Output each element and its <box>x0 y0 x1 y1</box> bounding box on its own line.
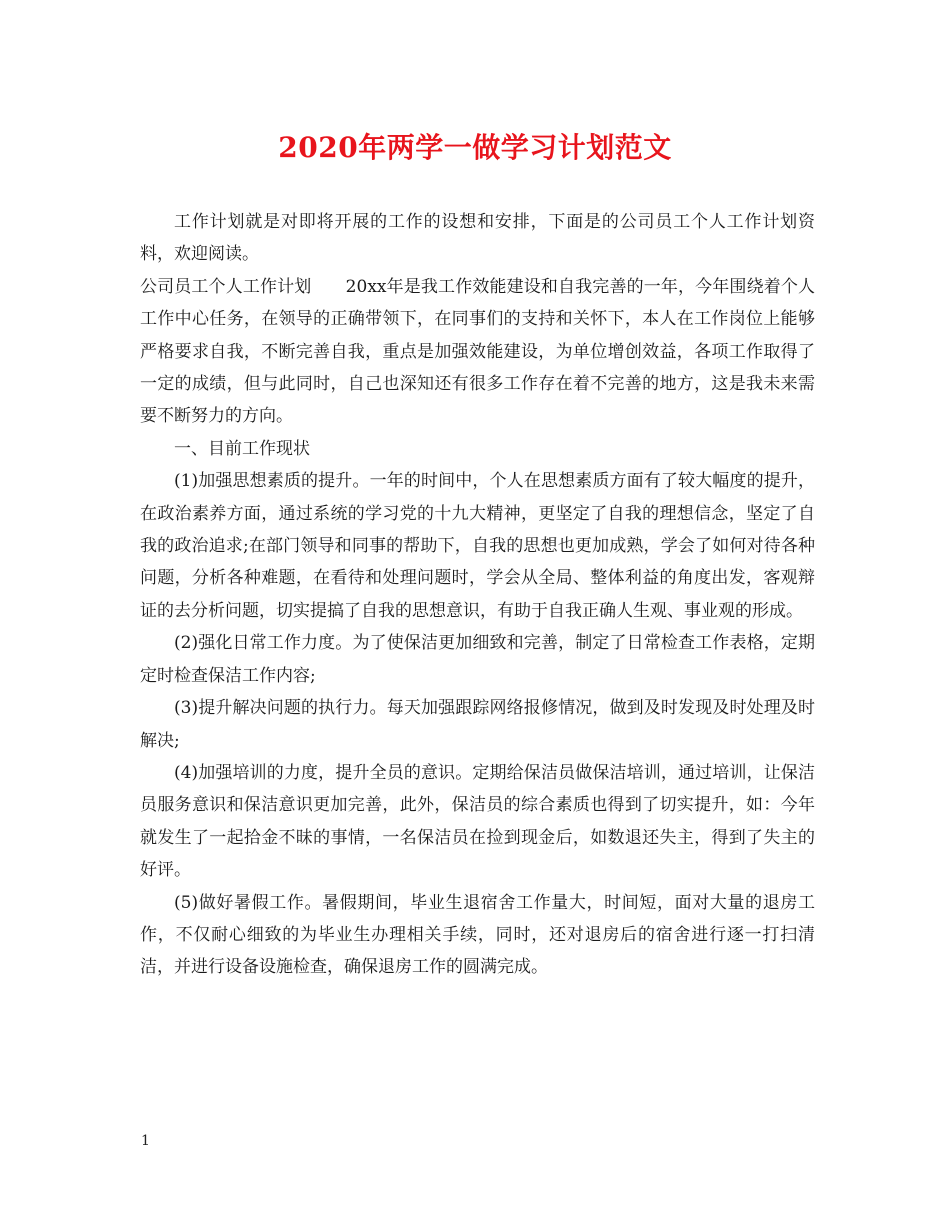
item-paragraph-2: (2)强化日常工作力度。为了使保洁更加细致和完善，制定了日常检查工作表格，定期定时检查保洁工作内容; <box>140 633 815 686</box>
page-number: 1 <box>141 1133 150 1149</box>
intro-paragraph: 工作计划就是对即将开展的工作的设想和安排，下面是的公司员工个人工作计划资料，欢迎阅读。 <box>140 212 815 265</box>
plan-paragraph: 公司员工个人工作计划 20xx年是我工作效能建设和自我完善的一年，今年围绕着个人工作中心任务，在领导的正确带领下，在同事们的支持和关怀下，本人在工作岗位上能够严格要求自我，不断完善自我，重点是加强效能建设，为单位增创效益，各项工作取得了一定的成绩，但与此同时，自己也深知还有很多工作存在着不完善的地方，这是我未来需要不断努力的方向。 <box>140 276 815 427</box>
item-paragraph-3: (3)提升解决问题的执行力。每天加强跟踪网络报修情况，做到及时发现及时处理及时解决; <box>140 698 815 751</box>
item-paragraph-1: (1)加强思想素质的提升。一年的时间中，个人在思想素质方面有了较大幅度的提升，在政治素养方面，通过系统的学习党的十九大精神，更坚定了自我的理想信念，坚定了自我的政治追求;在部门领导和同事的帮助下，自我的思想也更加成熟，学会了如何对待各种问题，分析各种难题，在看待和处理问题时，学会从全局、整体利益的角度出发，客观辩证的去分析问题，切实提搞了自我的思想意识，有助于自我正确人生观、事业观的形成。 <box>140 471 815 621</box>
item-paragraph-4: (4)加强培训的力度，提升全员的意识。定期给保洁员做保洁培训，通过培训，让保洁员服务意识和保洁意识更加完善，此外，保洁员的综合素质也得到了切实提升，如：今年就发生了一起拾金不昧的事情，一名保洁员在捡到现金后，如数退还失主，得到了失主的好评。 <box>140 762 815 881</box>
document-body <box>140 206 815 984</box>
item-paragraph-5: (5)做好暑假工作。暑假期间，毕业生退宿舍工作量大，时间短，面对大量的退房工作，不仅耐心细致的为毕业生办理相关手续，同时，还对退房后的宿舍进行逐一打扫清洁，并进行设备设施检查，确保退房工作的圆满完成。 <box>140 892 815 978</box>
section-heading: 一、目前工作现状 <box>174 438 310 459</box>
document-title: 2020年两学一做学习计划范文 <box>278 131 672 164</box>
